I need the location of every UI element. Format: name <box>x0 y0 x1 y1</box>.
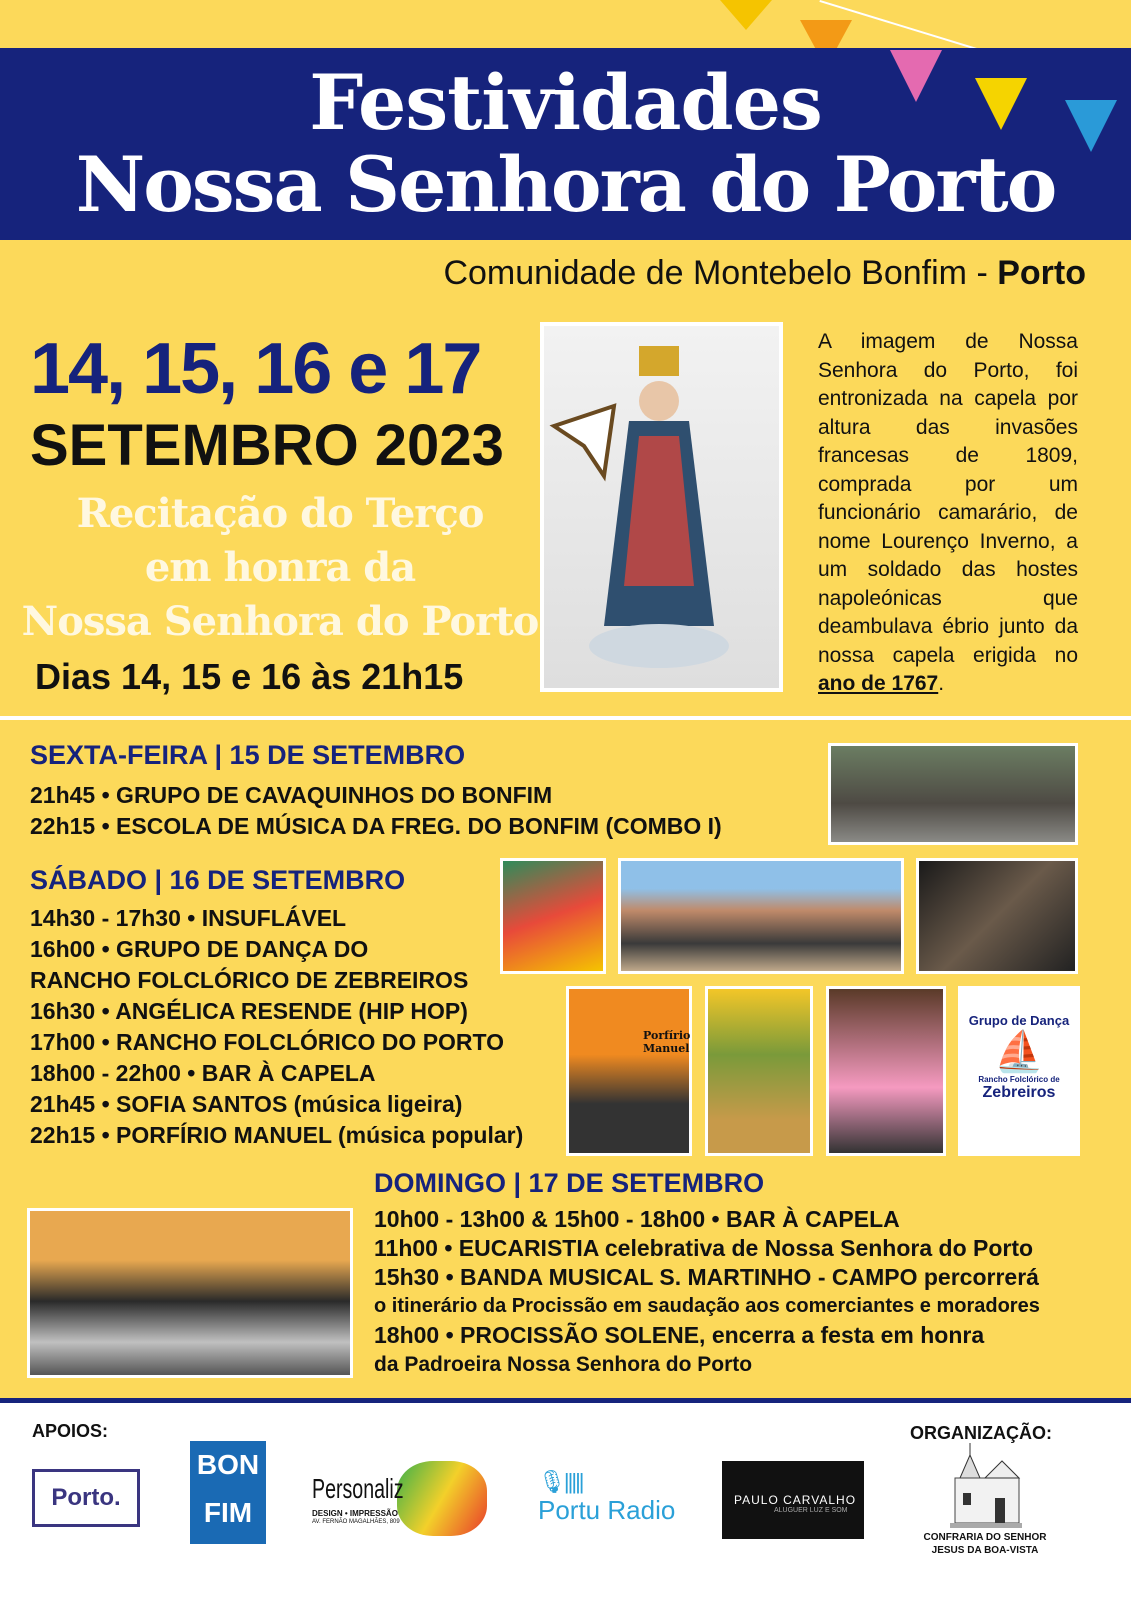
event: 10h00 - 13h00 & 15h00 - 18h00 • BAR À CAPELA <box>374 1206 900 1232</box>
event: 17h00 • RANCHO FOLCLÓRICO DO PORTO <box>30 1029 505 1055</box>
personaliz-address: AV. FERNÃO MAGALHÃES, 809 <box>312 1519 400 1525</box>
porturadio-logo <box>538 1469 675 1526</box>
bouncy-castle-photo <box>500 858 606 974</box>
statue-photo <box>540 322 783 692</box>
bunting-flag-yellow <box>720 0 772 30</box>
terco-line-3: Nossa Senhora do Porto <box>21 598 539 645</box>
logo-text-bottom: Zebreiros <box>982 1084 1056 1101</box>
angelica-photo <box>826 986 946 1156</box>
event: da Padroeira Nossa Senhora do Porto <box>374 1353 753 1376</box>
bonfim-logo-bottom: FIM <box>203 1497 253 1528</box>
sofia-photo <box>705 986 813 1156</box>
bonfim-logo-top: BON <box>196 1449 260 1480</box>
personalizart-logo <box>312 1461 487 1541</box>
friday-events <box>30 780 722 842</box>
sunday-events <box>374 1205 1040 1379</box>
title-line-1: Festividades <box>309 58 822 147</box>
chapel-icon <box>945 1443 1025 1529</box>
apoios-label: APOIOS: <box>32 1421 109 1441</box>
event: 15h30 • BANDA MUSICAL S. MARTINHO - CAMPO percorrerá <box>374 1264 1039 1290</box>
subtitle-text: Comunidade de Montebelo Bonfim - <box>443 254 998 292</box>
paulo-carvalho-logo <box>722 1461 864 1539</box>
history-body: A imagem de Nossa Senhora do Porto, foi entronizada na capela por altura das invasões francesas de 1809, comprada por um funcionário camarário, de nome Lourenço Inverno, a um soldado das hostes napoleónicas que deambulava ébrio junto da nossa capela erigida no <box>818 330 1078 667</box>
history-end: . <box>938 672 945 695</box>
banda-musical-photo <box>27 1208 353 1378</box>
porfirio-caption: Porfírio Manuel <box>643 1029 691 1055</box>
sunday-heading: DOMINGO | 17 DE SETEMBRO <box>374 1168 765 1198</box>
event: 18h00 • PROCISSÃO SOLENE, encerra a festa em honra <box>374 1322 985 1348</box>
event: 18h00 - 22h00 • BAR À CAPELA <box>30 1060 376 1086</box>
microphone-waveform-icon: 🎙||||| <box>538 1469 583 1494</box>
organizer-name <box>912 1531 1058 1557</box>
event: 14h30 - 17h30 • INSUFLÁVEL <box>30 905 347 931</box>
divider <box>0 716 1131 720</box>
zebreiros-logo <box>958 986 1080 1156</box>
footer <box>0 1398 1131 1600</box>
personaliz-tagline: DESIGN • IMPRESSÃO <box>312 1509 398 1518</box>
terco-days: Dias 14, 15 e 16 às 21h15 <box>35 656 464 697</box>
porturadio-text: Portu Radio <box>538 1495 676 1525</box>
event: 16h30 • ANGÉLICA RESENDE (HIP HOP) <box>30 998 468 1024</box>
terco-line-1: Recitação do Terço <box>76 490 484 537</box>
friday-heading: SEXTA-FEIRA | 15 DE SETEMBRO <box>30 740 466 770</box>
event: 11h00 • EUCARISTIA celebrativa de Nossa Senhora do Porto <box>374 1235 1034 1261</box>
event: 22h15 • PORFÍRIO MANUEL (música popular) <box>30 1122 524 1148</box>
subtitle <box>443 254 1086 293</box>
organizacao-label: ORGANIZAÇÃO: <box>910 1423 1052 1443</box>
cavaquinhos-photo <box>828 743 1078 845</box>
event: 21h45 • SOFIA SANTOS (música ligeira) <box>30 1091 463 1117</box>
subtitle-city: Porto <box>997 254 1086 292</box>
rancho-folclorico-photo <box>618 858 904 974</box>
bonfim-logo <box>190 1441 266 1544</box>
paulo-carvalho-tagline: ALUGUER LUZ E SOM <box>774 1507 848 1514</box>
logo-text-small: Rancho Folclórico de <box>978 1075 1060 1084</box>
ship-icon: ⛵ <box>994 1030 1044 1074</box>
event: 22h15 • ESCOLA DE MÚSICA DA FREG. DO BONFIM (COMBO I) <box>30 813 722 839</box>
title-line-2: Nossa Senhora do Porto <box>75 140 1056 229</box>
festival-dates: 14, 15, 16 e 17 <box>30 329 481 409</box>
organizer-line-2: JESUS DA BOA-VISTA <box>931 1545 1039 1556</box>
personaliz-text: Personaliz <box>312 1473 404 1504</box>
history-year: ano de 1767 <box>818 672 939 695</box>
organizer-line-1: CONFRARIA DO SENHOR <box>923 1532 1047 1543</box>
porfirio-photo <box>566 986 692 1156</box>
history-text <box>818 328 1078 699</box>
event: o itinerário da Procissão em saudação aos comerciantes e moradores <box>374 1295 1040 1317</box>
saturday-heading: SÁBADO | 16 DE SETEMBRO <box>30 865 406 895</box>
porto-logo: Porto. <box>32 1469 140 1527</box>
hip-hop-photo <box>916 858 1078 974</box>
paulo-carvalho-text: PAULO CARVALHO <box>734 1493 857 1507</box>
event: 21h45 • GRUPO DE CAVAQUINHOS DO BONFIM <box>30 782 553 808</box>
event: 16h00 • GRUPO DE DANÇA DO <box>30 936 369 962</box>
saturday-events <box>30 903 523 1151</box>
festival-month: SETEMBRO 2023 <box>30 413 504 478</box>
event: RANCHO FOLCLÓRICO DE ZEBREIROS <box>30 967 469 993</box>
terco-line-2: em honra da <box>144 544 416 591</box>
logo-text-top: Grupo de Dança <box>968 1013 1070 1028</box>
